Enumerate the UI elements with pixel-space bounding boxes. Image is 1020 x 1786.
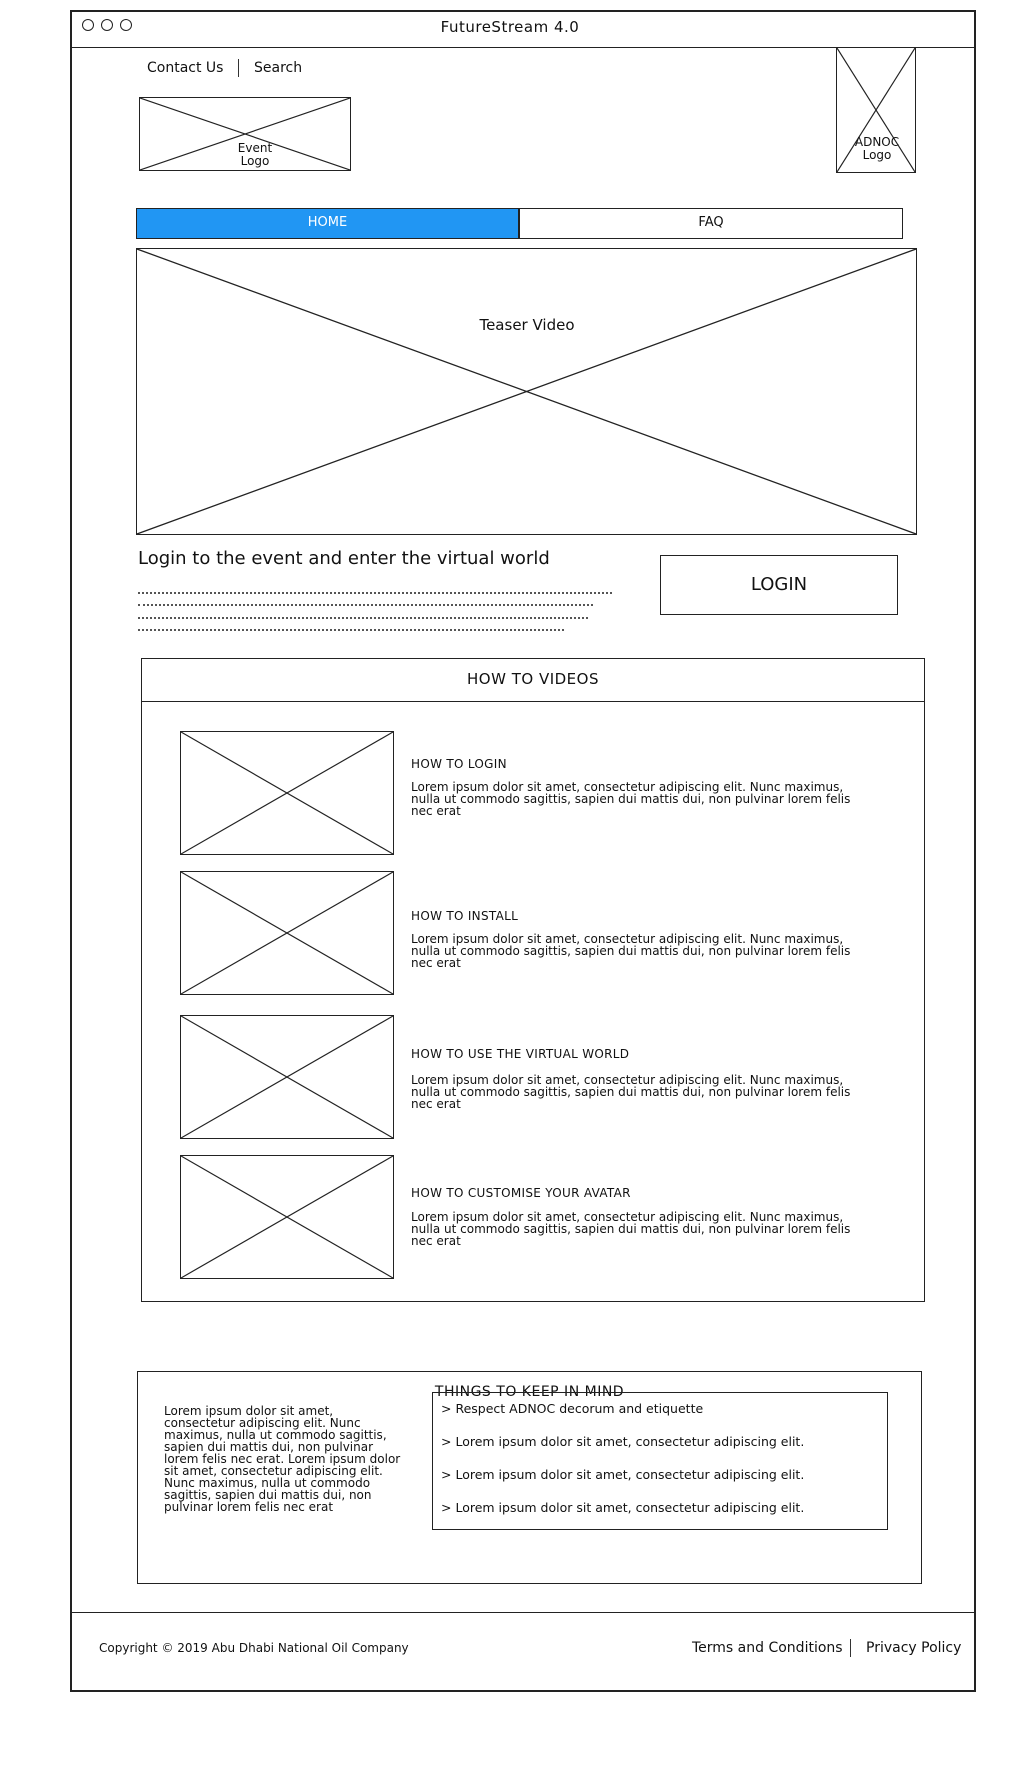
tips-body-text: Lorem ipsum dolor sit amet, consectetur adipiscing elit. Nunc maximus, nulla ut commodo sagittis, sapien dui mattis dui, non pulvinar lorem felis nec erat. Lorem ipsum dolor sit amet, consectetur adipiscing elit. Nunc maximus, nulla ut commodo sagittis, sapien dui mattis dui, non pulvinar lorem felis nec erat: [164, 1404, 401, 1514]
terms-and-conditions-link[interactable]: Terms and Conditions: [692, 1640, 843, 1656]
teaser-video[interactable]: [136, 248, 917, 535]
copyright-text: Copyright © 2019 Abu Dhabi National Oil Company: [99, 1641, 409, 1655]
list-item: > Lorem ipsum dolor sit amet, consectetur adipiscing elit.: [441, 1500, 805, 1515]
privacy-policy-link[interactable]: Privacy Policy: [866, 1640, 962, 1656]
header-link-divider: [238, 59, 239, 77]
event-logo: [139, 97, 351, 171]
login-button[interactable]: LOGIN: [660, 555, 898, 615]
placeholder-text-line: [138, 592, 612, 596]
how-to-videos-title: HOW TO VIDEOS: [467, 670, 599, 688]
placeholder-text-line: [138, 629, 564, 633]
list-item: > Lorem ipsum dolor sit amet, consectetur adipiscing elit.: [441, 1434, 805, 1449]
how-to-customise-avatar-video[interactable]: [180, 1155, 394, 1279]
video-placeholder-icon: [181, 872, 393, 994]
video-placeholder-icon: [181, 732, 393, 854]
how-to-install-video[interactable]: [180, 871, 394, 995]
placeholder-text-line: [138, 617, 588, 621]
how-to-login-video[interactable]: [180, 731, 394, 855]
tab-home[interactable]: HOME: [136, 208, 519, 239]
video-placeholder-icon: [137, 249, 916, 534]
how-to-customise-avatar-description: Lorem ipsum dolor sit amet, consectetur adipiscing elit. Nunc maximus, nulla ut commodo sagittis, sapien dui mattis dui, non pulvinar lorem felis nec erat: [411, 1210, 851, 1248]
things-to-keep-in-mind-title: THINGS TO KEEP IN MIND: [434, 1384, 625, 1400]
tips-list: [432, 1392, 888, 1530]
footer-link-divider: [850, 1639, 851, 1657]
how-to-customise-avatar-title: HOW TO CUSTOMISE YOUR AVATAR: [411, 1186, 631, 1200]
teaser-video-label: Teaser Video: [479, 316, 575, 334]
search-link[interactable]: Search: [254, 60, 303, 76]
how-to-install-description: Lorem ipsum dolor sit amet, consectetur adipiscing elit. Nunc maximus, nulla ut commodo sagittis, sapien dui mattis dui, non pulvinar lorem felis nec erat: [411, 932, 851, 970]
how-to-use-virtual-world-video[interactable]: [180, 1015, 394, 1139]
list-item: > Respect ADNOC decorum and etiquette: [441, 1401, 704, 1416]
how-to-use-virtual-world-description: Lorem ipsum dolor sit amet, consectetur adipiscing elit. Nunc maximus, nulla ut commodo sagittis, sapien dui mattis dui, non pulvinar lorem felis nec erat: [411, 1073, 851, 1111]
adnoc-logo: [836, 47, 916, 173]
contact-us-link[interactable]: Contact Us: [147, 60, 224, 76]
placeholder-text-line: [138, 604, 593, 608]
login-heading: Login to the event and enter the virtual world: [138, 548, 550, 569]
video-placeholder-icon: [181, 1156, 393, 1278]
list-item: > Lorem ipsum dolor sit amet, consectetur adipiscing elit.: [441, 1467, 805, 1482]
event-logo-label: Event Logo: [237, 141, 273, 168]
how-to-use-virtual-world-title: HOW TO USE THE VIRTUAL WORLD: [411, 1047, 630, 1061]
how-to-login-description: Lorem ipsum dolor sit amet, consectetur adipiscing elit. Nunc maximus, nulla ut commodo sagittis, sapien dui mattis dui, non pulvinar lorem felis nec erat: [411, 780, 851, 818]
video-placeholder-icon: [181, 1016, 393, 1138]
how-to-install-title: HOW TO INSTALL: [411, 909, 519, 923]
adnoc-logo-label: ADNOC Logo: [854, 135, 900, 162]
how-to-login-title: HOW TO LOGIN: [411, 757, 507, 771]
window-title: FutureStream 4.0: [440, 18, 580, 36]
tab-faq[interactable]: FAQ: [519, 208, 903, 239]
